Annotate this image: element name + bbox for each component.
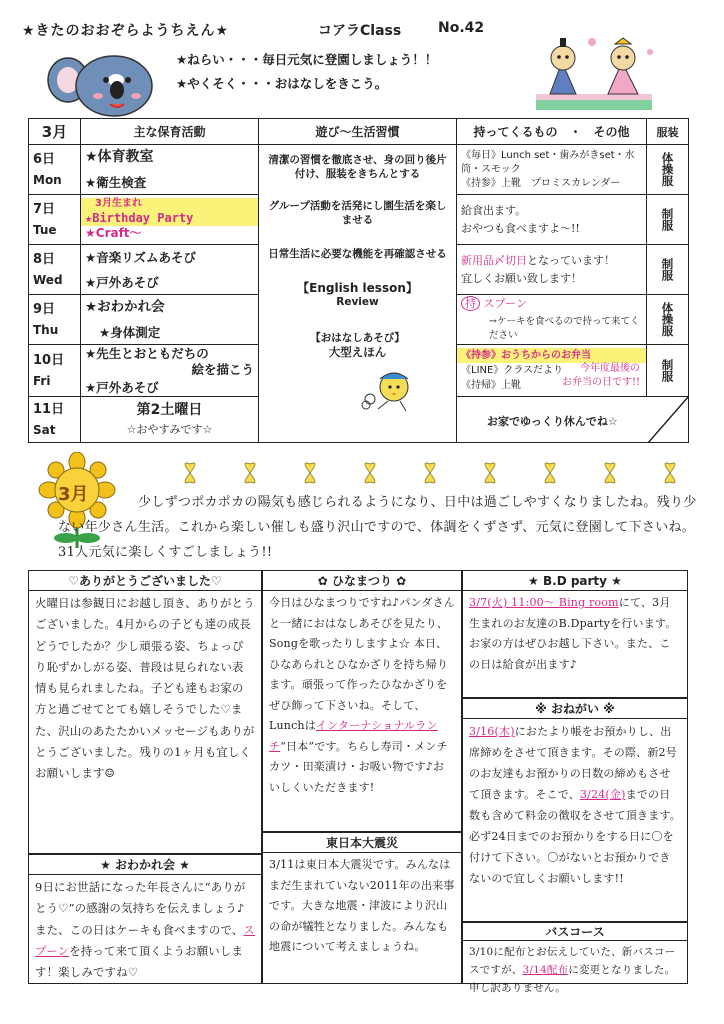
bring-header: 持ってくるもの ・ その他: [457, 119, 647, 145]
day-cell: 11日 Sat: [29, 397, 81, 443]
farewell-body: 9日にお世話になった年長さんに“ありがとう♡”の感謝の気持ちを伝えましょう♪また、この日はケーキも食べますので、スプーンを持って来て頂くようお願いします！楽しみですね♡: [35, 880, 255, 980]
issue-number: No.42: [438, 20, 485, 36]
bd-party-body: 3/7(火) 11:00～ Bing roomにて、3月生まれのお友達のB.Dpartyを行います。お家の方はぜひお越し下さい。また、この日は給食が出ます♪: [469, 596, 677, 671]
activity-cell: 3月生まれ ★Birthday Party ★Craft～: [81, 195, 259, 245]
uniform-cell: 制服: [647, 345, 689, 397]
bring-cell: 《持参》おうちからのお弁当 《LINE》クラスだより 《持帰》上靴 今年度最後の お弁当の日です!!: [457, 345, 647, 397]
uniform-cell: 制服: [647, 245, 689, 295]
request-body: 3/16(木)におたより帳をお預かりし、出席締めをさせて頂きます。その際、新2号のお友達もお預かりの日数の締めもさせて頂きます。そこで、3/24(金)までの日数も含めて料金の徴収をさせて頂きます。必ず24日までのお預かりをする日に〇を付けて下さい。〇がないとお預かりできないので宜しくお願いします!!: [469, 725, 681, 885]
farewell-title: ★ おわかれ会 ★: [29, 855, 261, 875]
thanks-section: [28, 570, 262, 854]
request-section: [462, 698, 688, 922]
rest-cell: お家でゆっくり休んでね☆: [457, 397, 689, 443]
day-cell: 6日 Mon: [29, 145, 81, 195]
hina-dolls-illustration: [532, 32, 656, 112]
class-name: コアラClass: [318, 23, 402, 39]
activity-header: 主な保育活動: [81, 119, 259, 145]
day-cell: 10日 Fri: [29, 345, 81, 397]
play-column: 清潔の習慣を徹底させ、身の回り後片付け、服装をきちんとする グループ活動を活発にし園生活を楽しませる 日常生活に必要な機能を再確認させる 【English lesson】 Review 【おはなしあそび】 大型えほん: [259, 145, 457, 443]
thanks-body: 火曜日は参観日にお越し頂き、ありがとうございました。4月からの子ども達の成長どうでしたか？少し頑張る姿、ちょっぴり恥ずかしがる姿、普段は見られない表情も見られましたね。子ども達もお家の方と過ごせてとても嬉しそうでした♡また、沢山のあたたかいメッセージもありがとうございました。残りの1ヶ月も宜しくお願いします☺: [35, 596, 255, 781]
weekly-schedule-table: [28, 118, 689, 443]
bus-course-title: バスコース: [463, 923, 687, 941]
uniform-cell: 制服: [647, 195, 689, 245]
bring-cell: 新用品〆切日となっています！ 宜しくお願い致します！: [457, 245, 647, 295]
activity-cell: ★音楽リズムあそび ★戸外あそび: [81, 245, 259, 295]
activity-cell: ★おわかれ会 ★身体測定: [81, 295, 259, 345]
hinamatsuri-title: ✿ ひなまつり ✿: [263, 571, 461, 591]
bring-cell: 持 スプーン →ケーキを食べるので持って来てください: [457, 295, 647, 345]
activity-cell: ★体育教室 ★衛生検査: [81, 145, 259, 195]
bring-cell: 給食出ます。 おやつも食べますよ～!!: [457, 195, 647, 245]
month-header: 3月: [29, 119, 81, 145]
promise-text: ★やくそく・・・おはなしをきこう。: [176, 76, 388, 91]
month-badge: 3月: [58, 484, 89, 505]
bring-cell: 《毎日》Lunch set・歯みがきset・水筒・スモック 《持参》上靴 プロミスカレンダー: [457, 145, 647, 195]
play-header: 遊び～生活習慣: [259, 119, 457, 145]
uniform-header: 服装: [647, 119, 689, 145]
chick-illustration: [358, 365, 428, 415]
earthquake-body: 3/11は東日本大震災です。みんなはまだ生まれていない2011年の出来事です。大きな地震・津波により沢山の命が犠牲となりました。みんなも地震について考えましょうね。: [269, 858, 455, 953]
request-title: ※ おねがい ※: [463, 699, 687, 719]
month-message: 少しずつポカポカの陽気も感じられるようになり、日中は過ごしやすくなりましたね。残り少ない年少さん生活。これから楽しい催しも盛り沢山ですので、体調をくずさず、元気に登園して下さいね。31人元気に楽しくすごしましょう!!: [58, 495, 697, 560]
newsletter-title: ★きたのおおぞらようちえん★: [22, 23, 230, 39]
uniform-cell: 体操服: [647, 145, 689, 195]
bus-course-section: [462, 922, 688, 994]
day-cell: 8日 Wed: [29, 245, 81, 295]
activity-cell: ★先生とおともだちの 絵を描こう ★戸外あそび: [81, 345, 259, 397]
bd-party-title: ★ B.D party ★: [463, 571, 687, 591]
day-cell: 9日 Thu: [29, 295, 81, 345]
earthquake-title: 東日本大震災: [263, 833, 461, 853]
uniform-cell: 体操服: [647, 295, 689, 345]
activity-cell: 第2土曜日 ☆おやすみです☆: [81, 397, 259, 443]
bus-course-body: 3/10に配布とお伝えしていた、新バスコースですが、3/14配布に変更となりました。申し訳ありません。: [469, 946, 676, 994]
diagonal-mark: [648, 397, 688, 443]
butterfly-border: [180, 458, 680, 488]
hinamatsuri-body: 今日はひなまつりですね♪パンダさんと一緒におはなしあそびを見たり、Songを歌ったりしますよ☆ 本日、ひなあられとひなかざりを持ち帰ります。頑張って作ったひなかざりをぜひ飾って下さいね。そして、Lunchはインターナショナルランチ“日本”です。ちらし寿司・メンチカツ・田楽漬け・お吸い物です♪おいしくいただきます!: [269, 596, 455, 794]
bd-party-section: [462, 570, 688, 698]
day-cell: 7日 Tue: [29, 195, 81, 245]
aim-text: ★ねらい・・・毎日元気に登園しましょう！！: [176, 52, 438, 67]
hinamatsuri-section: [262, 570, 462, 832]
koala-illustration: [46, 50, 154, 118]
farewell-section: [28, 854, 262, 984]
earthquake-section: [262, 832, 462, 984]
thanks-title: ♡ありがとうございました♡: [29, 571, 261, 591]
